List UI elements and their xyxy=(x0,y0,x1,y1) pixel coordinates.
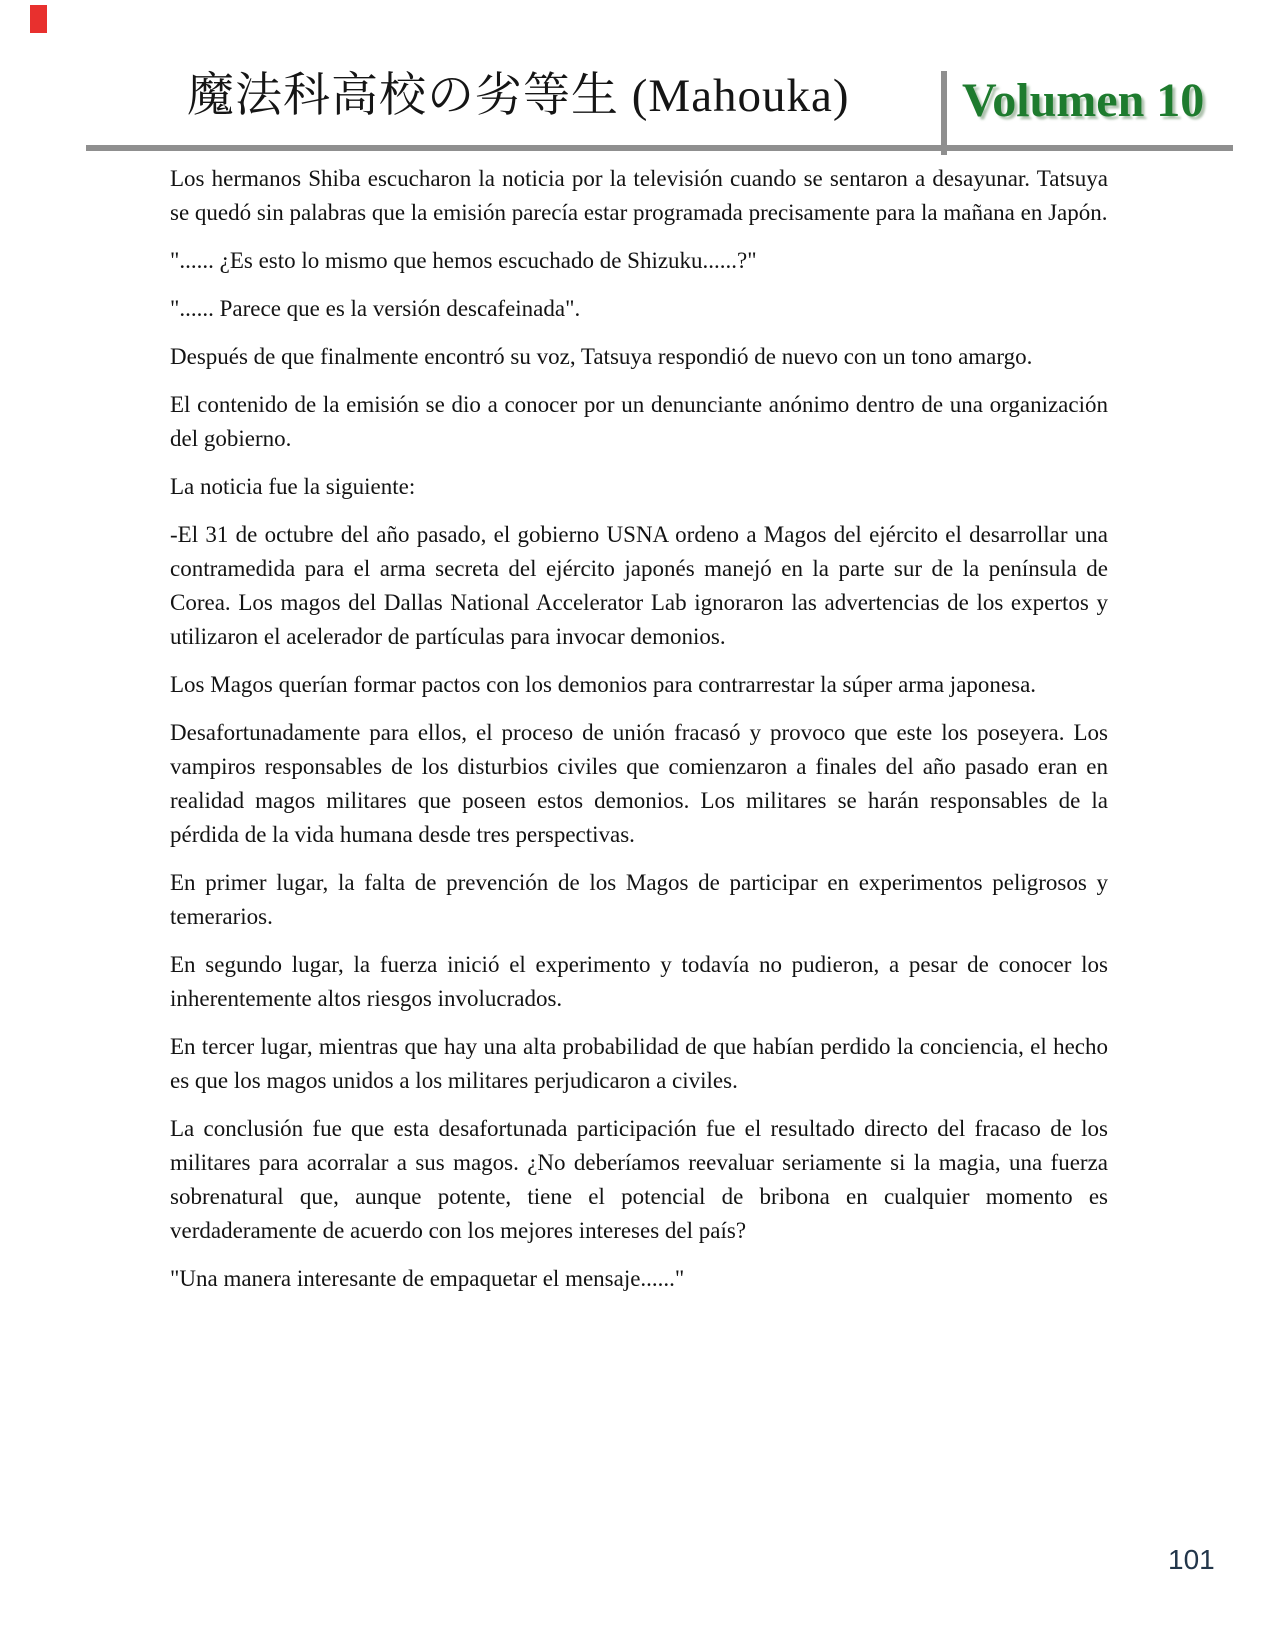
body-text xyxy=(170,162,1108,1310)
paragraph: El contenido de la emisión se dio a conocer por un denunciante anónimo dentro de una organización del gobierno. xyxy=(170,392,1108,451)
paragraph: En tercer lugar, mientras que hay una alta probabilidad de que habían perdido la conciencia, el hecho es que los magos unidos a los militares perjudicaron a civiles. xyxy=(170,1034,1108,1093)
header-vertical-divider xyxy=(941,71,947,155)
paragraph: En primer lugar, la falta de prevención de los Magos de participar en experimentos peligrosos y temerarios. xyxy=(170,870,1108,929)
red-marker xyxy=(30,5,47,33)
paragraph: Después de que finalmente encontró su voz, Tatsuya respondió de nuevo con un tono amargo. xyxy=(170,344,1033,369)
paragraph: Los Magos querían formar pactos con los demonios para contrarrestar la súper arma japonesa. xyxy=(170,672,1037,697)
paragraph: La noticia fue la siguiente: xyxy=(170,474,416,499)
page-number: 101 xyxy=(1168,1544,1215,1575)
paragraph: "...... ¿Es esto lo mismo que hemos escuchado de Shizuku......?" xyxy=(170,248,757,273)
paragraph: "Una manera interesante de empaquetar el mensaje......" xyxy=(170,1266,685,1291)
paragraph: Los hermanos Shiba escucharon la noticia por la televisión cuando se sentaron a desayunar. Tatsuya se quedó sin palabras que la emisión parecía estar programada precisamente para la mañana en Japón. xyxy=(170,166,1108,225)
paragraph: "...... Parece que es la versión descafeinada". xyxy=(170,296,581,321)
header-rule xyxy=(86,145,1233,151)
paragraph: Desafortunadamente para ellos, el proceso de unión fracasó y provoco que este los poseyera. Los vampiros responsables de los disturbios civiles que comienzaron a finales del año pasado eran en realidad magos militares que poseen estos demonios. Los militares se harán responsables de la pérdida de la vida humana desde tres perspectivas. xyxy=(170,720,1108,847)
paragraph: -El 31 de octubre del año pasado, el gobierno USNA ordeno a Magos del ejército el desarrollar una contramedida para el arma secreta del ejército japonés manejó en la parte sur de la península de Corea. Los magos del Dallas National Accelerator Lab ignoraron las advertencias de los expertos y utilizaron el acelerador de partículas para invocar demonios. xyxy=(170,522,1108,649)
volume-label: Volumen 10 xyxy=(962,74,1205,127)
paragraph: En segundo lugar, la fuerza inició el experimento y todavía no pudieron, a pesar de conocer los inherentemente altos riesgos involucrados. xyxy=(170,952,1108,1011)
series-title: 魔法科高校の劣等生 (Mahouka) xyxy=(187,70,850,122)
paragraph: La conclusión fue que esta desafortunada participación fue el resultado directo del fracaso de los militares para acorralar a sus magos. ¿No deberíamos reevaluar seriamente si la magia, una fuerza sobrenatural que, aunque potente, tiene el potencial de bribona en cualquier momento es verdaderamente de acuerdo con los mejores intereses del país? xyxy=(170,1116,1108,1243)
